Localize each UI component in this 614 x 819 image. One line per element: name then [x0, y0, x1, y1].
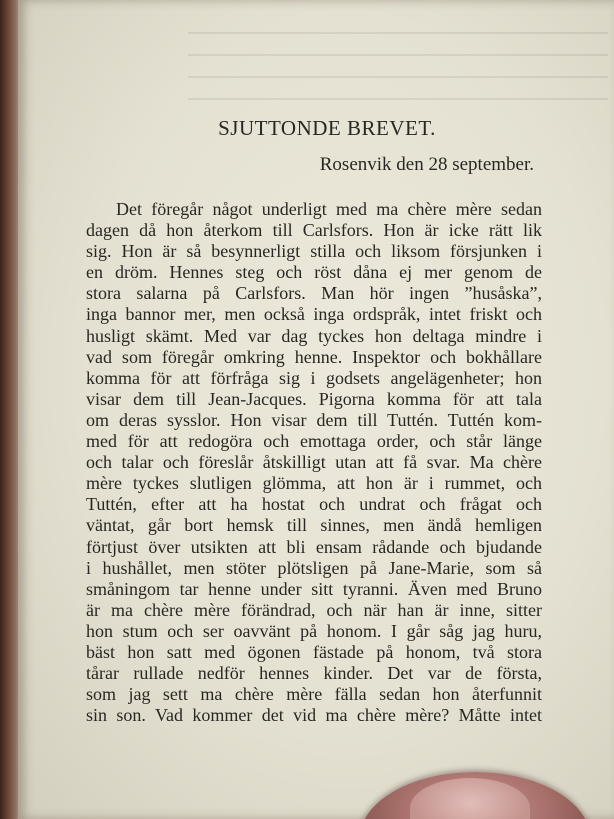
- text-line: en dröm. Hennes steg och röst dåna ej mer genom de: [86, 262, 542, 283]
- text-line: mère tyckes slutligen glömma, att hon är i rummet, och: [86, 473, 542, 494]
- text-line: småningom tar henne under sitt tyranni. Även med Bruno: [86, 578, 542, 599]
- text-line: är ma chère mère förändrad, och när han är inne, sitter: [86, 599, 542, 620]
- text-line: stora salarna på Carlsfors. Man hör ingen ”husåska”,: [86, 283, 542, 304]
- text-line: i hushållet, men stöter plötsligen på Jane-Marie, som så: [86, 557, 542, 578]
- text-line: förtjust över utsikten att bli ensam rådande och bjudande: [86, 536, 542, 557]
- text-line: som jag sett ma chère mère fälla sedan hon återfunnit: [86, 684, 542, 705]
- text-line: komma för att förfråga sig i godsets angelägenheter; hon: [86, 367, 542, 388]
- text-line: tårar rullade nedför hennes kinder. Det var de första,: [86, 663, 542, 684]
- text-line: med för att redogöra och emottaga order, och står länge: [86, 431, 542, 452]
- text-line: visar dem till Jean-Jacques. Pigorna komma för att tala: [86, 388, 542, 409]
- bleed-through-text: [188, 18, 608, 108]
- text-line: och talar och föreslår åtskilligt utan att få svar. Ma chère: [86, 452, 542, 473]
- page-text: [86, 108, 542, 726]
- letter-body: [86, 199, 542, 726]
- text-line: Det föregår något underligt med ma chère mère sedan: [116, 199, 542, 219]
- text-line: väntat, går bort hemsk till sinnes, men ändå hemligen: [86, 515, 542, 536]
- letter-heading: SJUTTONDE BREVET.: [218, 116, 436, 140]
- text-line: hon stum och ser oavvänt på honom. I går såg jag huru,: [86, 620, 542, 641]
- text-line: Tuttén, efter att ha hostat och undrat och frågat och: [86, 494, 542, 515]
- text-line: om deras sysslor. Hon visar dem till Tuttén. Tuttén kom-: [86, 409, 542, 430]
- text-line: sin son. Vad kommer det vid ma chère mère? Måtte intet: [86, 705, 542, 726]
- text-line: husligt skämt. Med var dag tyckes hon deltaga mindre i: [86, 325, 542, 346]
- text-line: dagen då hon återkom till Carlsfors. Hon är icke rätt lik: [86, 220, 542, 241]
- text-line: bäst hon satt med ögonen fästade på honom, två stora: [86, 641, 542, 662]
- text-line: inga bannor mer, men också inga ordspråk, intet friskt och: [86, 304, 542, 325]
- letter-dateline: Rosenvik den 28 september.: [319, 154, 534, 175]
- text-line: vad som föregår omkring henne. Inspektor och bokhållare: [86, 346, 542, 367]
- text-line: sig. Hon är så besynnerligt stilla och liksom försjunken i: [86, 241, 542, 262]
